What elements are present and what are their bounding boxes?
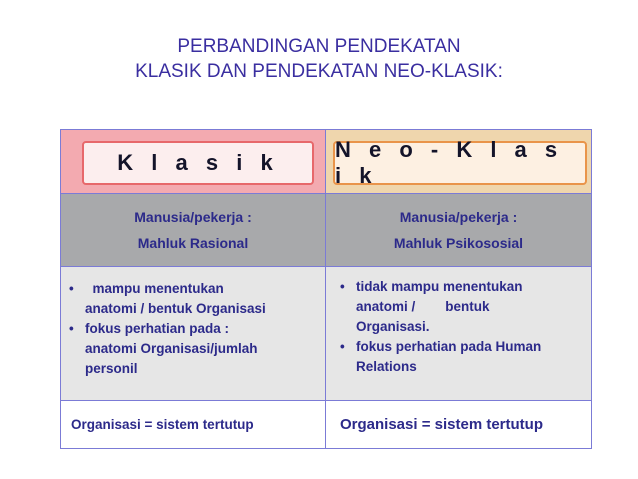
cell-text: Mahluk Psikososial [393,235,524,251]
header-cell-neo-klasik [326,130,591,193]
list-item-line: Organisasi. [356,319,430,334]
cell-manusia-klasik [61,194,326,266]
list-item-line: Relations [356,359,417,374]
cell-text: Mahluk Rasional [137,235,249,251]
cell-ciri-neo-klasik [326,267,591,400]
list-item [334,337,591,377]
table-row-organisasi [61,400,591,448]
bullet-icon: • [69,281,74,296]
table-row-manusia [61,193,591,266]
bullet-list [326,267,591,377]
bullet-list [61,267,325,379]
list-item [63,319,325,379]
cell-text: Manusia/pekerja : [134,209,252,225]
list-item-line: anatomi Organisasi/jumlah [85,341,258,356]
list-item [334,277,591,337]
table-row-ciri [61,266,591,400]
header-cell-klasik [61,130,326,193]
cell-text: Manusia/pekerja : [399,209,518,225]
title-line-2: KLASIK DAN PENDEKATAN NEO-KLASIK: [135,61,503,82]
header-row [61,130,591,193]
bullet-icon: • [340,279,345,294]
list-item [63,279,325,319]
cell-organisasi-neo-klasik: Organisasi = sistem tertutup [340,416,543,433]
slide-title [0,34,638,84]
list-item-line: anatomi / bentuk Organisasi [85,301,266,316]
title-line-1: PERBANDINGAN PENDEKATAN [177,36,461,57]
list-item-line: personil [85,361,138,376]
cell-ciri-klasik [61,267,326,400]
cell-organisasi-klasik: Organisasi = sistem tertutup [61,401,326,448]
bullet-icon: • [340,339,345,354]
bullet-icon: • [69,321,74,336]
list-item-line: anatomi / bentuk [356,299,490,314]
list-item-line: tidak mampu menentukan [356,279,523,294]
cell-manusia-neo-klasik [326,194,591,266]
list-item-line: mampu menentukan [85,281,224,296]
list-item-line: fokus perhatian pada : [85,321,230,336]
list-item-line: fokus perhatian pada Human [356,339,542,354]
header-label-neo-klasik: N e o - K l a s i k [333,141,587,185]
comparison-table [60,129,592,449]
header-label-klasik: K l a s i k [82,141,314,185]
